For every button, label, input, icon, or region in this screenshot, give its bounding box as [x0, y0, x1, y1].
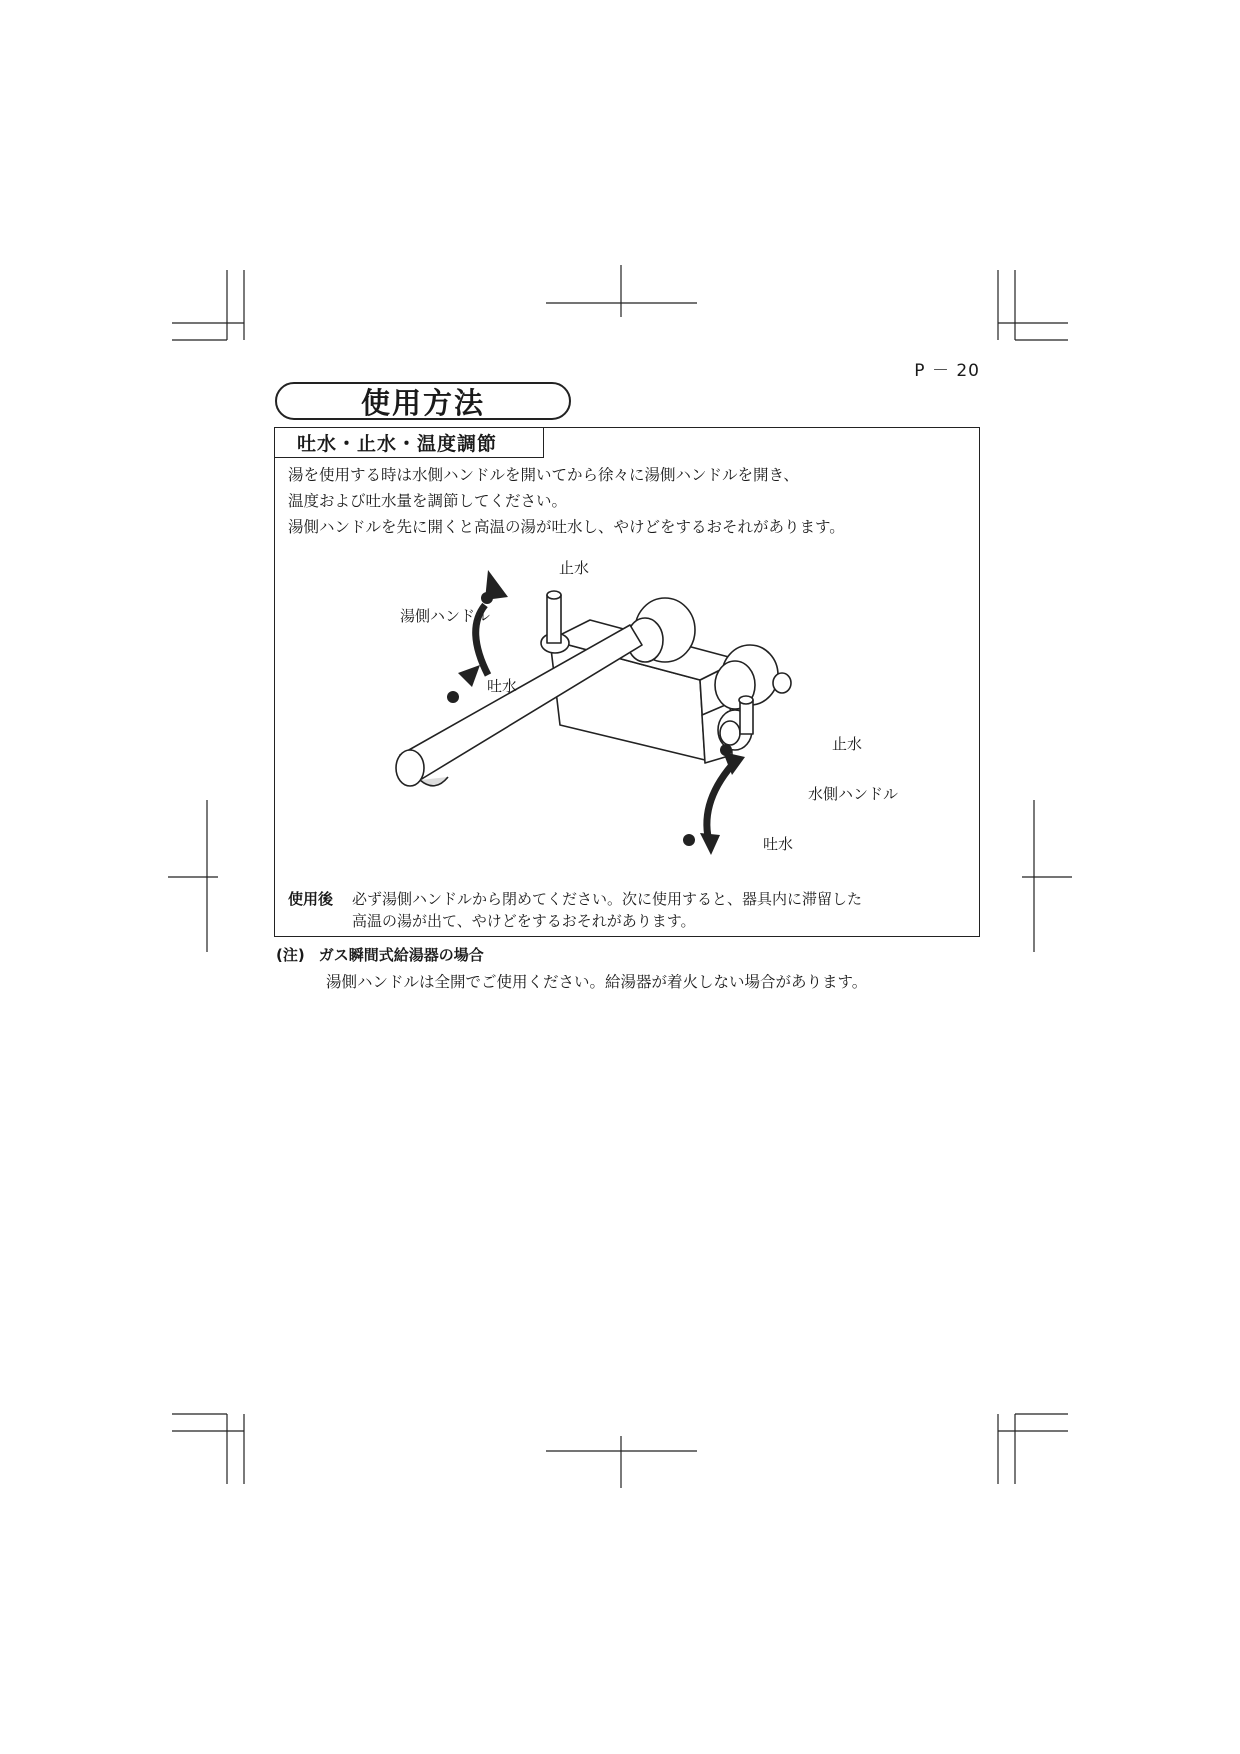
- note-mark: (注): [276, 946, 305, 964]
- after-use-line: 高温の湯が出て、やけどをするおそれがあります。: [352, 912, 696, 930]
- intro-text: [288, 462, 968, 540]
- note-title: ガス瞬間式給湯器の場合: [318, 946, 484, 964]
- page-title: 使用方法: [275, 382, 571, 420]
- note-heading: [276, 944, 484, 965]
- hot-stop-label: 止水: [559, 559, 590, 577]
- note-body: 湯側ハンドルは全開でご使用ください。給湯器が着火しない場合があります。: [326, 973, 868, 991]
- section-heading: 吐水・止水・温度調節: [274, 427, 544, 458]
- hot-discharge-label: 吐水: [487, 677, 518, 695]
- hot-handle-label: 湯側ハンドル: [400, 607, 491, 625]
- after-use-label: 使用後: [288, 890, 334, 908]
- intro-line: 温度および吐水量を調節してください。: [288, 492, 568, 510]
- cold-handle-label: 水側ハンドル: [808, 785, 899, 803]
- cold-discharge-label: 吐水: [763, 835, 794, 853]
- cold-stop-label: 止水: [832, 735, 863, 753]
- page-number: P － 20: [914, 361, 980, 381]
- faucet-diagram: [380, 559, 940, 865]
- intro-line: 湯側ハンドルを先に開くと高温の湯が吐水し、やけどをするおそれがあります。: [288, 518, 845, 536]
- after-use-line: 必ず湯側ハンドルから閉めてください。次に使用すると、器具内に滞留した: [352, 890, 863, 908]
- intro-line: 湯を使用する時は水側ハンドルを開いてから徐々に湯側ハンドルを開き、: [288, 466, 799, 484]
